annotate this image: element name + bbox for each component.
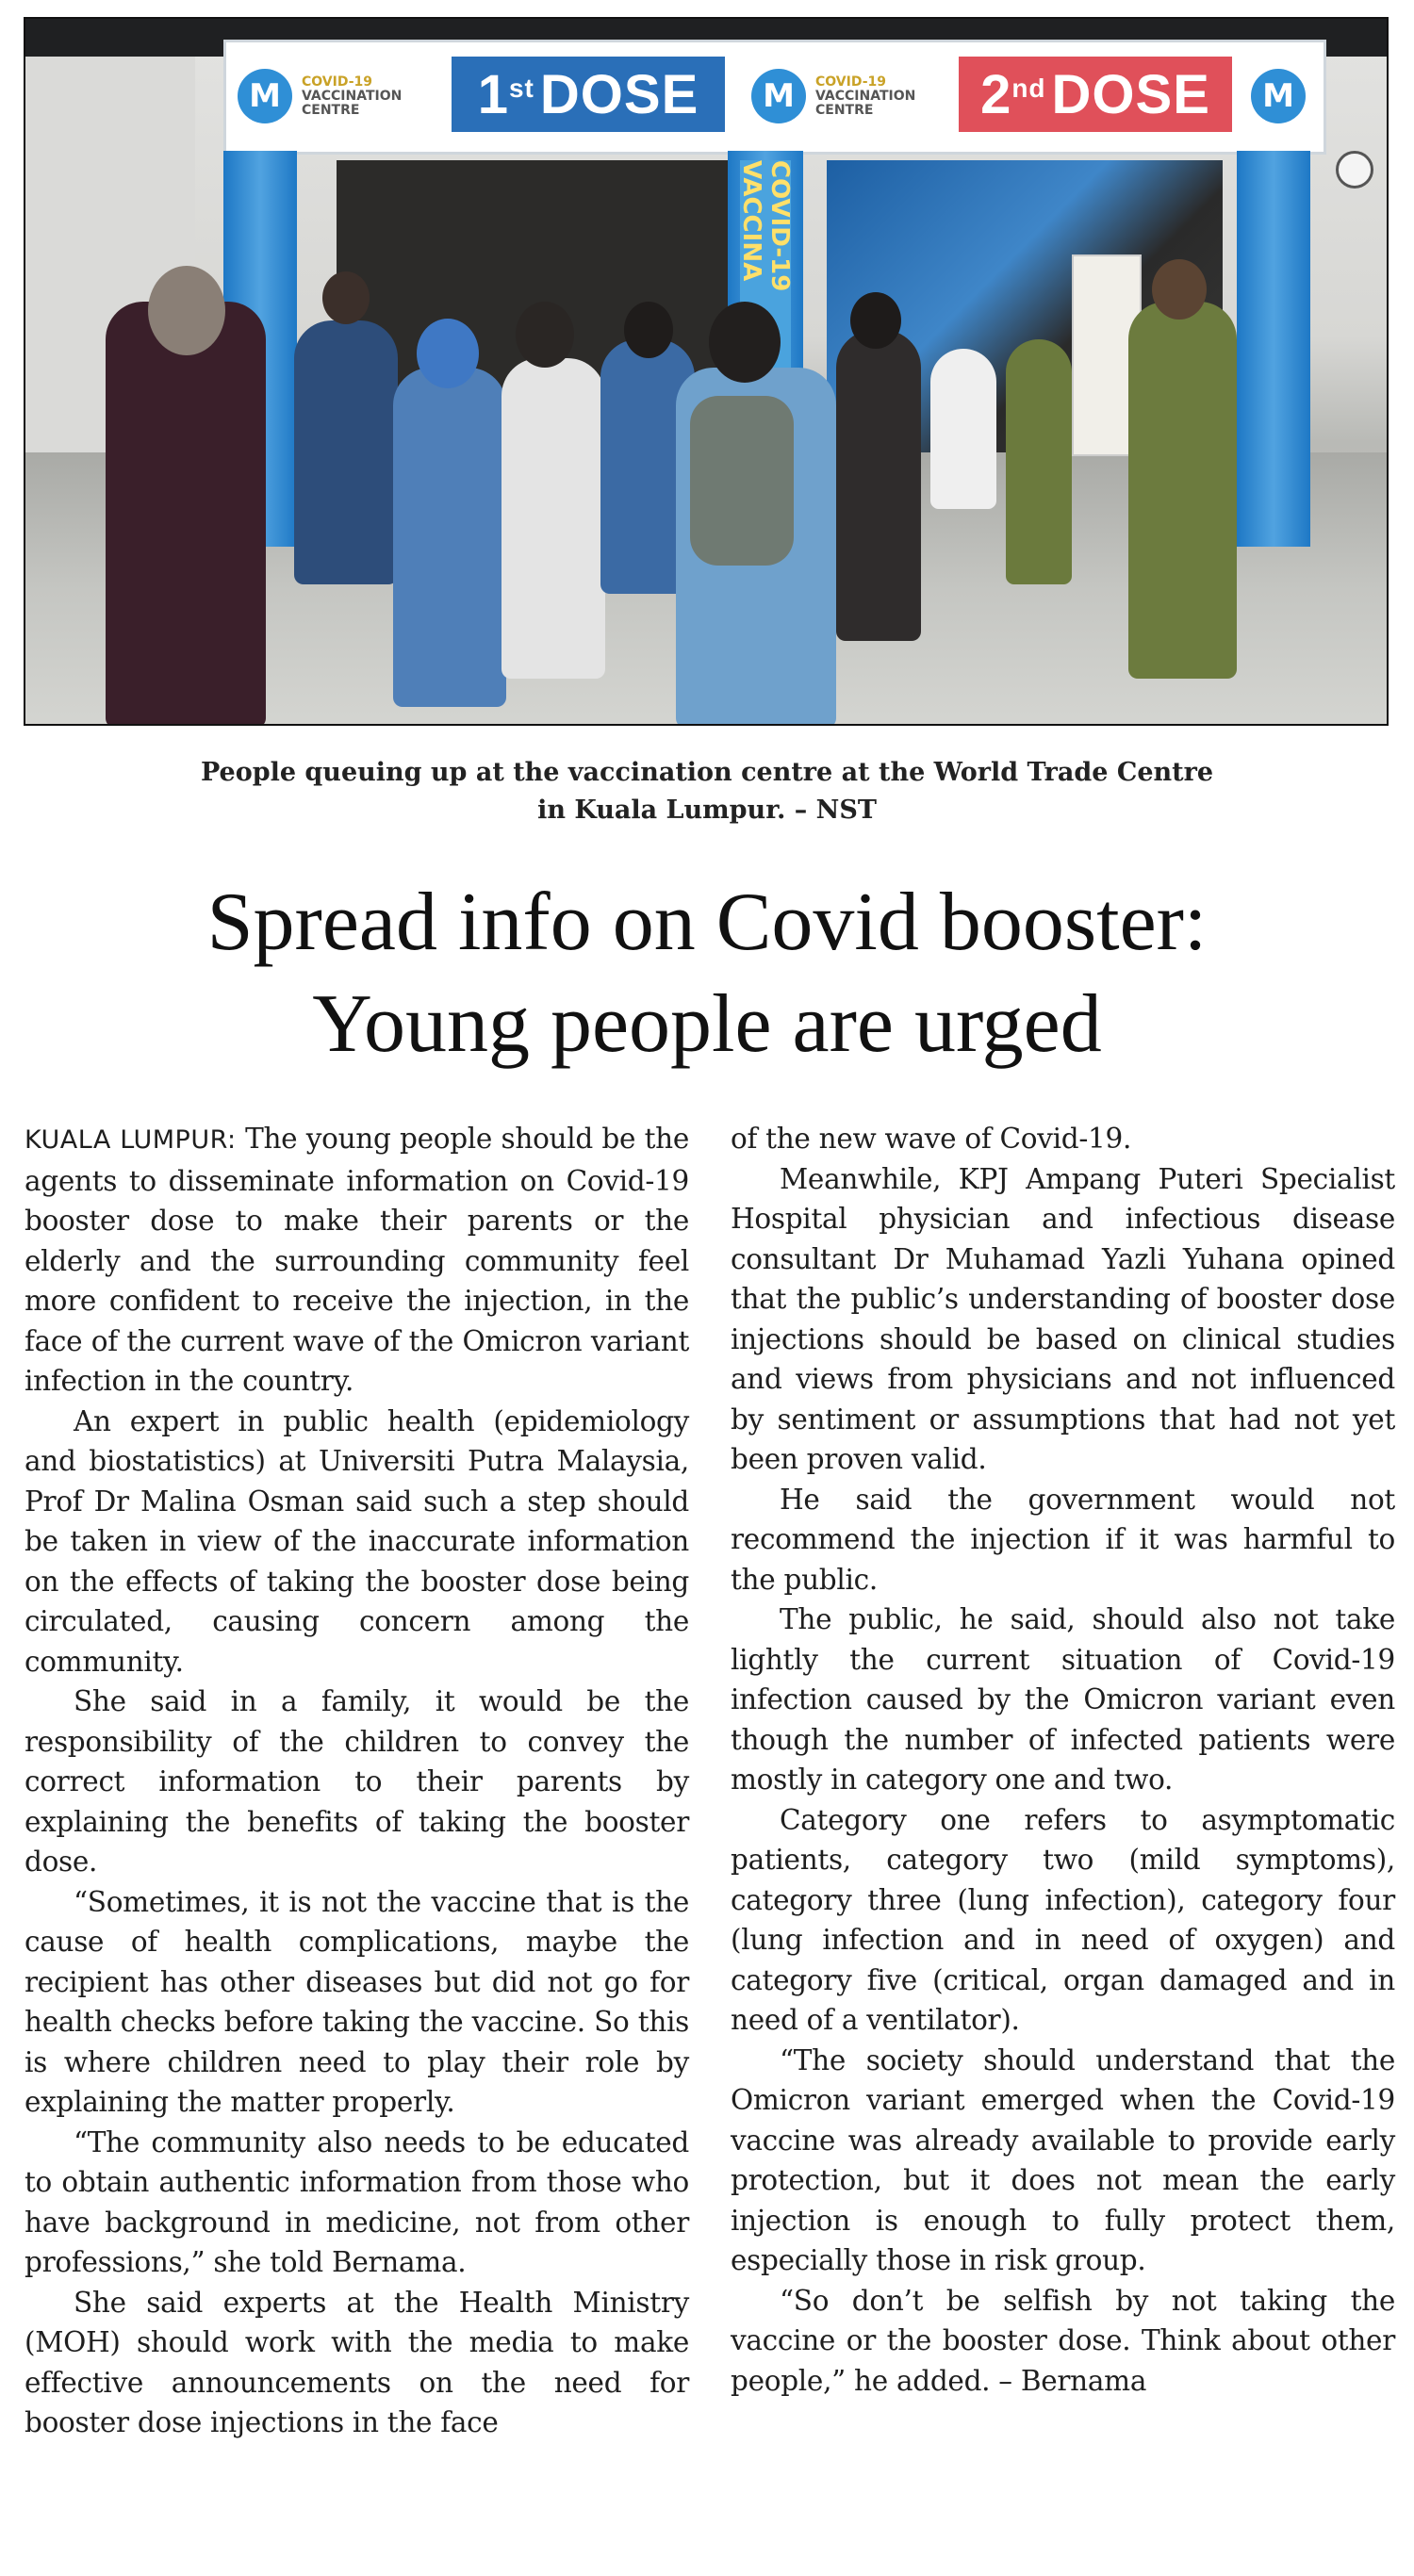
headline-line-1: Spread info on Covid booster: <box>206 877 1208 968</box>
paragraph: “So don’t be selfish by not taking the vaccine or the booster dose. Think about other people,” he added. – Bernama <box>731 2284 1395 2397</box>
covid-label: COVID-19 <box>815 74 887 90</box>
person-white-jacket <box>501 358 605 679</box>
vaccination-centre-sign-1 <box>238 51 405 141</box>
paragraph: Meanwhile, KPJ Ampang Puteri Specialist Hospital physician and infectious disease consultant Dr Muhamad Yazli Yuhana opined that the public’s understanding of booster dose injections should be based on clinical studies and views from physicians and not influenced by sentiment or assumptions that had not yet been proven valid. <box>731 1162 1395 1475</box>
person-head <box>417 319 479 388</box>
covid-label: COVID-19 <box>302 74 373 90</box>
dose2-word: DOSE <box>1051 63 1210 125</box>
person-dark-clothes <box>836 330 921 641</box>
paragraph: “The community also needs to be educated to obtain authentic information from those who have background in medicine, not from other professions,” she told Bernama. <box>25 2125 689 2278</box>
person-man-blue <box>294 320 398 584</box>
caption-line-2: in Kuala Lumpur. – NST <box>537 796 877 825</box>
person-head <box>709 302 781 383</box>
dose1-number: 1 <box>477 63 509 125</box>
person-head <box>516 302 574 368</box>
person-head <box>148 266 225 355</box>
arch-pillar-right <box>1237 151 1310 547</box>
headline-line-2: Young people are urged <box>312 978 1102 1070</box>
paragraph <box>25 1119 689 1402</box>
person-woman-headscarf <box>106 302 266 726</box>
paragraph: She said experts at the Health Ministry (MOH) should work with the media to make effective announcements on the need for booster dose injections in the face <box>25 2286 689 2438</box>
caption-line-1: People queuing up at the vaccination centre at the World Trade Centre <box>200 758 1214 787</box>
wall-clock-icon <box>1336 151 1373 189</box>
paragraph: of the new wave of Covid-19. <box>731 1123 1132 1155</box>
paragraph: An expert in public health (epidemiology and biostatistics) at Universiti Putra Malaysia, Prof Dr Malina Osman said such a step should be taken in view of the inaccurate information on the effects of taking the booster dose being circulated, causing concern among the community. <box>25 1404 689 1678</box>
person-head <box>624 302 673 358</box>
person-head <box>1152 259 1207 320</box>
article-headline <box>19 872 1395 1075</box>
dose2-suffix: nd <box>1011 74 1046 103</box>
person-head <box>850 292 901 349</box>
first-dose-sign <box>452 57 725 132</box>
vertical-vaccination-sign: COVID-19 VACCINA <box>740 160 791 396</box>
paragraph: She said in a family, it would be the responsibility of the children to convey the correct information to their parents by explaining the benefits of taking the booster dose. <box>25 1685 689 1878</box>
photo-caption <box>57 754 1357 829</box>
vaccination-logo-icon: M <box>238 69 292 123</box>
person-distant <box>930 349 996 509</box>
centre-label-text: VACCINATION CENTRE <box>302 88 403 118</box>
vaccination-logo-icon: M <box>751 69 806 123</box>
dose1-suffix: st <box>508 74 534 103</box>
paragraph: “Sometimes, it is not the vaccine that is the cause of health complications, maybe the recipient has other diseases but did not go for health checks before taking the vaccine. So this is where children need to play their role by explaining the matter properly. <box>25 1885 689 2118</box>
paragraph: He said the government would not recommend the injection if it was harmful to the public. <box>731 1483 1395 1596</box>
person-woman-blue-scarf <box>393 368 506 707</box>
second-dose-sign <box>959 57 1232 132</box>
centre-label-1 <box>302 75 405 118</box>
backpack <box>690 396 794 566</box>
paragraph: “The society should understand that the Omicron variant emerged when the Covid-19 vaccine was already available to provide early protection, but it does not mean the early injection is enough to fully protect them, especially those in risk group. <box>731 2043 1395 2276</box>
vaccination-centre-sign-3 <box>1251 51 1306 141</box>
paragraph: Category one refers to asymptomatic patients, category two (mild symptoms), category three (lung infection), category four (lung infection and in need of oxygen) and category five (critical, organ damaged and in need of a ventilator). <box>731 1803 1395 2036</box>
paragraph-text: The young people should be the agents to disseminate information on Covid-19 booster dose to make their parents or the elderly and the surrounding community feel more confident to receive the injection, in the face of the current wave of the Omicron variant infection in the country. <box>25 1123 689 1397</box>
news-photo <box>24 17 1389 726</box>
vaccination-centre-sign-2 <box>751 51 919 141</box>
dose1-word: DOSE <box>539 63 699 125</box>
vaccination-logo-icon: M <box>1251 69 1306 123</box>
soldier-distant <box>1006 339 1072 584</box>
soldier-standing <box>1128 302 1237 679</box>
dateline: KUALA LUMPUR: <box>25 1125 237 1155</box>
article-column-left <box>25 1119 689 2443</box>
article-column-right <box>731 1119 1395 2401</box>
centre-label-2 <box>815 75 919 118</box>
paragraph: The public, he said, should also not take lightly the current situation of Covid-19 infection caused by the Omicron variant even though the number of infected patients were mostly in category one and two. <box>731 1603 1395 1796</box>
centre-label-text: VACCINATION CENTRE <box>815 88 916 118</box>
person-head <box>322 271 370 324</box>
dose2-number: 2 <box>980 63 1012 125</box>
